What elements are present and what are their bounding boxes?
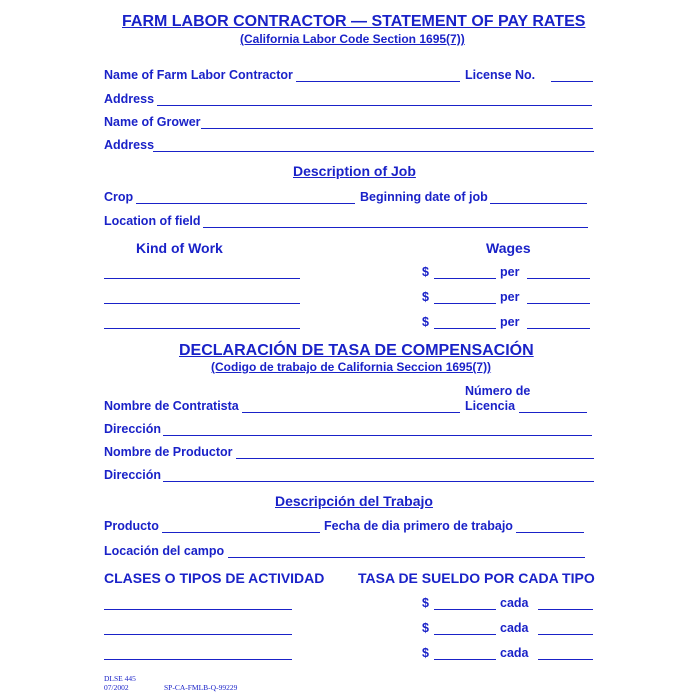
dollar-sign: $ [422,315,429,329]
cada-label: cada [500,646,529,660]
actividad-field-1[interactable] [104,609,292,610]
location-label: Location of field [104,214,201,228]
form-subtitle: (California Labor Code Section 1695(7)) [240,32,465,46]
crop-field[interactable] [136,203,355,204]
direccion-field[interactable] [163,435,592,436]
locacion-label: Locación del campo [104,544,225,558]
wage-unit-field-3[interactable] [527,328,590,329]
producto-field[interactable] [162,532,320,533]
dollar-sign: $ [422,621,429,635]
sueldo-unit-field-3[interactable] [538,659,593,660]
work-kind-field-3[interactable] [104,328,300,329]
grower-name-field[interactable] [201,128,593,129]
wage-unit-field-2[interactable] [527,303,590,304]
form-code: SP-CA-FMLB-Q-99229 [164,683,238,692]
direccion-label: Dirección [104,422,161,436]
work-kind-field-1[interactable] [104,278,300,279]
cada-label: cada [500,621,529,635]
spanish-subtitle: (Codigo de trabajo de California Seccion 1695(7)) [211,360,492,374]
job-section-heading: Description of Job [293,163,416,179]
wage-amount-field-2[interactable] [434,303,496,304]
contractor-name-label: Name of Farm Labor Contractor [104,68,293,82]
trabajo-section-heading: Descripción del Trabajo [275,493,433,509]
kind-of-work-heading: Kind of Work [136,240,223,256]
clases-heading: CLASES O TIPOS DE ACTIVIDAD [104,570,325,586]
tasa-heading: TASA DE SUELDO POR CADA TIPO [358,570,595,586]
sueldo-amount-field-2[interactable] [434,634,496,635]
sueldo-amount-field-3[interactable] [434,659,496,660]
productor-field[interactable] [236,458,594,459]
form-title: FARM LABOR CONTRACTOR — STATEMENT OF PAY RATES [122,13,586,30]
crop-label: Crop [104,190,134,204]
per-label: per [500,265,520,279]
licencia-label: Licencia [465,399,516,413]
direccion-productor-label: Dirección [104,468,161,482]
license-field[interactable] [551,81,593,82]
fecha-field[interactable] [516,532,584,533]
grower-address-field[interactable] [153,151,594,152]
dollar-sign: $ [422,596,429,610]
form-date: 07/2002 [104,683,129,692]
dollar-sign: $ [422,265,429,279]
contratista-label: Nombre de Contratista [104,399,239,413]
contratista-field[interactable] [242,412,460,413]
sueldo-unit-field-1[interactable] [538,609,593,610]
wage-amount-field-1[interactable] [434,278,496,279]
cada-label: cada [500,596,529,610]
wage-amount-field-3[interactable] [434,328,496,329]
work-kind-field-2[interactable] [104,303,300,304]
sueldo-unit-field-2[interactable] [538,634,593,635]
wage-unit-field-1[interactable] [527,278,590,279]
locacion-field[interactable] [228,557,585,558]
productor-label: Nombre de Productor [104,445,233,459]
location-field[interactable] [203,227,588,228]
spanish-title: DECLARACIÓN DE TASA DE COMPENSACIÓN [179,342,534,359]
grower-address-label: Address [104,138,155,152]
form-number: DLSE 445 [104,674,136,683]
sueldo-amount-field-1[interactable] [434,609,496,610]
grower-name-label: Name of Grower [104,115,201,129]
begin-date-field[interactable] [490,203,587,204]
contractor-name-field[interactable] [296,81,460,82]
fecha-label: Fecha de dia primero de trabajo [324,519,513,533]
actividad-field-3[interactable] [104,659,292,660]
producto-label: Producto [104,519,159,533]
numero-label: Número de [465,384,531,398]
per-label: per [500,290,520,304]
address-field[interactable] [157,105,592,106]
dollar-sign: $ [422,646,429,660]
wages-heading: Wages [486,240,531,256]
license-label: License No. [465,68,536,82]
address-label: Address [104,92,155,106]
dollar-sign: $ [422,290,429,304]
licencia-field[interactable] [519,412,587,413]
per-label: per [500,315,520,329]
direccion-productor-field[interactable] [163,481,594,482]
actividad-field-2[interactable] [104,634,292,635]
begin-date-label: Beginning date of job [360,190,488,204]
